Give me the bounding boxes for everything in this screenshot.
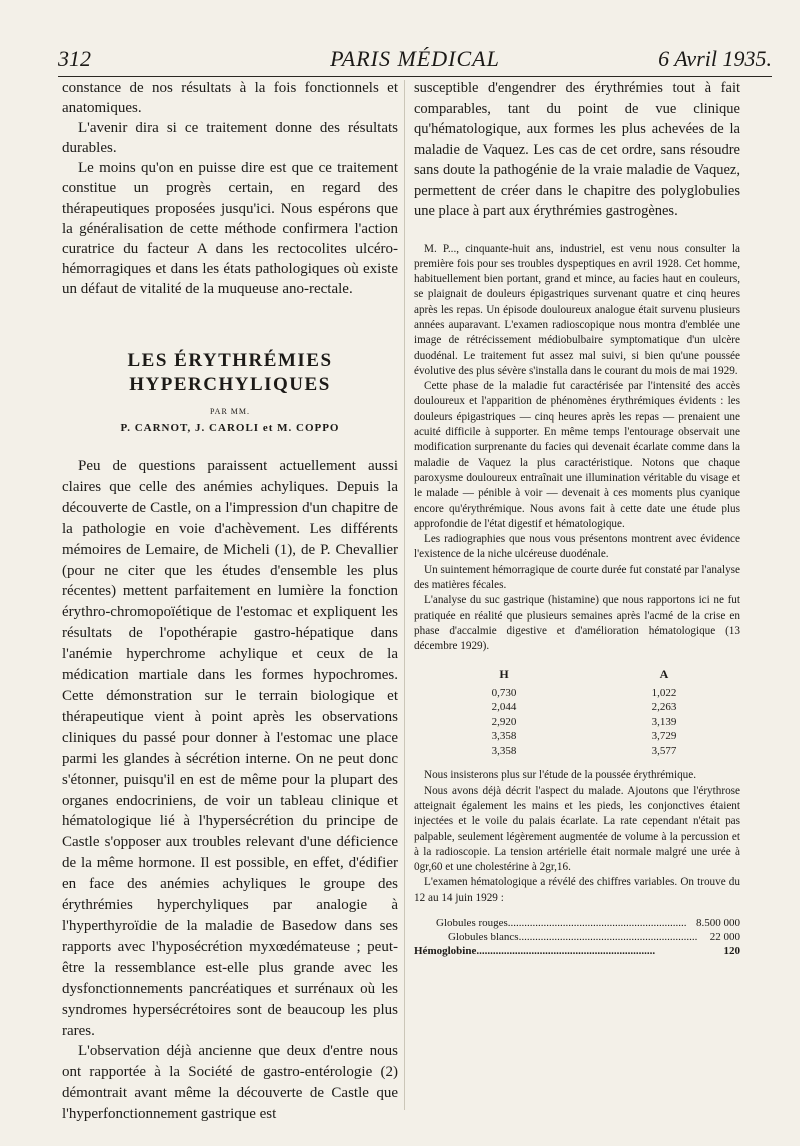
paragraph: Peu de questions paraissent actuellement aussi claires que celle des anémies achyliques. Depuis la découverte de Castle, on a l'impression d'un chapitre de la pathologie en voie d'achèvement. Les différents mémoires de Lemaire, de Micheli (1), de P. Chevallier (pour ne citer que les études d'ensemble les plus récentes) mettent parfaitement en lumière la fonction érythro-chromopoïétique de l'estomac et expliquent les résultats de l'opothérapie gastro-hépatique dans l'anémie hyperchrome achylique et ceux de la médication martiale dans les formes hypochromes. Cette démonstration sur le terrain biologique et thérapeutique vient à point après les observations cliniques du passé pour donner à l'estomac une place parmi les glandes à sécrétion interne. On ne peut donc s'étonner, puisqu'il en est de même pour la plupart des organes endocriniens, de voir un tableau clinique et hématologique lié à l'hypersécrétion du principe de Castle s'opposer aux troubles relevant d'une déficience de la même hormone. Il est possible, en effet, d'édifier en face des anémies achyliques le groupe des érythrémies hyperchyliques par analogie à l'hyperthyroïdie de la maladie de Basedow dans ses rapports avec l'hyposécrétion myxœdémateuse ; peut-être la ressemblance est-elle plus grande avec les dysfonctionnements pancréatiques et surrénaux où les syndromes hypersécrétoires sont de beaucoup les plus rares. [62, 458, 398, 1039]
paragraph: Le moins qu'on en puisse dire est que ce traitement constitue un progrès certain, en regard des thérapeutiques proposées jusqu'ici. Nous espérons que la généralisation de cette méthode confirmera l'action curatrice du facteur A dans les rectocolites ulcéro-hémorragiques et dans les états pathologiques où existe un défaut de vitalité de la muqueuse ano-rectale. [62, 160, 398, 297]
paragraph: susceptible d'engendrer des érythrémies tout à fait comparables, tant du point de vue clinique qu'hématologique, aux formes les plus achevées de la maladie de Vaquez. Les cas de cet ordre, sans résoudre sans doute la pathogénie de la vraie maladie de Vaquez, permettent de créer dans le chapitre des polyglobulies une place à part aux érythrémies gastrogènes. [414, 80, 740, 219]
count-value: 22 000 [709, 930, 740, 943]
article-body-right [414, 78, 740, 222]
article-authors: P. CARNOT, J. CAROLI et M. COPPO [120, 422, 340, 435]
blood-count-list [414, 916, 740, 958]
paragraph: M. P..., cinquante-huit ans, industriel, est venu nous consulter la première fois pour ses troubles dyspeptiques en avril 1928. Cet homme, habituellement bien portant, grand et mince, au facies haut en couleurs, se plaignait de douleurs épigastriques survenant quatre et cinq heures après les repas. Un épisode douloureux analogue était survenu plusieurs années auparavant. L'examen radioscopique nous montra d'emblée une image de rétrécissement médiobulbaire symptomatique d'un ulcère duodénal. Le traitement fut assez mal suivi, si bien qu'une poussée évolutive des plus sévère s'installa dans le courant du mois de mai 1929. [414, 242, 740, 377]
count-label: Globules blancs [448, 930, 519, 943]
paragraph: Un suintement hémorragique de courte durée fut constaté par l'analyse des matières fécales. [414, 563, 740, 592]
left-column [62, 78, 398, 1125]
page-number: 312 [58, 46, 91, 71]
paragraph: L'observation déjà ancienne que deux d'entre nous ont rapportée à la Société de gastro-entérologie (2) démontrait avant même la découverte de Castle que l'hyperfonctionnement gastrique est [62, 1043, 398, 1123]
byline-par: PAR MM. [209, 407, 251, 417]
column-separator [404, 80, 405, 1110]
paragraph: L'avenir dira si ce traitement donne des résultats durables. [62, 120, 398, 157]
paragraph: constance de nos résultats à la fois fonctionnels et anatomiques. [62, 80, 398, 117]
table-row: 2,920 3,139 [491, 715, 677, 728]
column-header-a: A [659, 666, 669, 681]
previous-article-end [62, 78, 398, 299]
right-column [414, 78, 740, 958]
header-rule [58, 76, 772, 77]
journal-title: PARIS MÉDICAL [330, 46, 500, 71]
table-row: 3,358 3,577 [491, 744, 677, 757]
title-line: HYPERCHYLIQUES [129, 374, 331, 396]
case-report [414, 242, 740, 958]
paragraph: Les radiographies que nous vous présentons montrent avec évidence l'existence de la niche ulcéreuse duodénale. [414, 533, 740, 561]
gastric-acidity-table [464, 667, 704, 759]
count-label: Globules rouges [436, 916, 508, 929]
page-header [58, 46, 772, 72]
paragraph: Cette phase de la maladie fut caractérisée par l'intensité des accès douloureux et l'apparition de phénomènes érythrémiques évidents : les douleurs épigastriques — cinq heures après les repas — prenaient une acuité difficile à supporter. En même temps l'entourage observait une modification surprenante du facies qui devenait écarlate comme dans la maladie de Vaquez la plus caractéristique. Notons que chaque paroxysme douloureux entraînait une illumination véritable du visage et le malade — pénible à voir — devenait à ces moments plus cyanique encore qu'érythrémique. Nous avons fait à cette date une étude plus approfondie de l'état digestif et hématologique. [414, 380, 740, 530]
paragraph: L'analyse du suc gastrique (histamine) que nous rapportons ici ne fut pratiquée en réalité que plusieurs semaines après l'acmé de la crise en phase d'accalmie digestive et d'amélioration hématologique (13 décembre 1929). [414, 594, 740, 653]
table-row: 3,358 3,729 [491, 730, 677, 743]
table-row: 0,730 1,022 [491, 686, 677, 699]
issue-date: 6 Avril 1935. [658, 46, 772, 71]
list-item: Globules rouges ................................................................. 8.500 000 [436, 916, 740, 929]
article-title [62, 349, 398, 397]
title-line: LES ÉRYTHRÉMIES [127, 350, 333, 372]
article-body-left [62, 456, 398, 1125]
list-item: Globules blancs ................................................................. 22 000 [448, 930, 740, 943]
paragraph: Nous avons déjà décrit l'aspect du malade. Ajoutons que l'érythrose atteignait également les mains et les pieds, les conjonctives étaient injectées et le voile du palais écarlate. La rate cependant n'était pas palpable, seulement légèrement augmentée de volume à la percussion et à la radioscopie. La tension artérielle était normale malgré une urée à 0gr,60 et une cholestérine à 2gr,16. [414, 784, 740, 874]
paragraph: Nous insisterons plus sur l'étude de la poussée érythrémique. [424, 769, 697, 782]
list-item: Hémoglobine ................................................................. 120 [414, 944, 740, 957]
count-value: 8.500 000 [696, 916, 740, 929]
column-header-h: H [499, 666, 509, 681]
paragraph: L'examen hématologique a révélé des chiffres variables. On trouve du 12 au 14 juin 1929 : [414, 876, 740, 904]
count-value: 120 [723, 944, 740, 957]
table-row: 2,044 2,263 [491, 701, 677, 714]
count-label: Hémoglobine [414, 944, 477, 957]
